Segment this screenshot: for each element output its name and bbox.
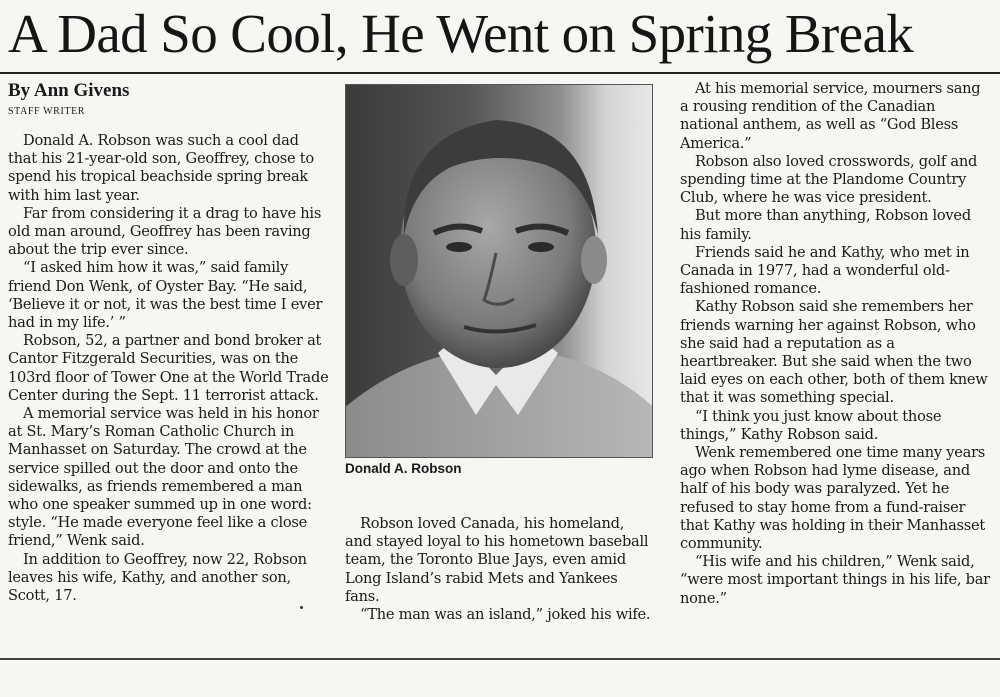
paragraph: Robson also loved crosswords, golf and spending time at the Plandome Country Club, where he was vice president. xyxy=(680,152,978,207)
paragraph: A memorial service was held in his honor at St. Mary’s Roman Catholic Church in Manhasset on Saturday. The crowd at the service spilled out the door and onto the sidewalks, as friends remembered a man who one speaker summed up in one word: style. “He made everyone feel like a close friend,” Wenk said. xyxy=(8,405,319,550)
paragraph: Far from considering it a drag to have his old man around, Geoffrey has been raving about the trip ever since. xyxy=(8,204,322,259)
article-column-3 xyxy=(680,80,992,608)
article-column-1 xyxy=(8,132,330,605)
paragraph: “I asked him how it was,” said family friend Don Wenk, of Oyster Bay. “He said, ‘Believe it or not, it was the best time I ever had in my life.’ ” xyxy=(8,259,323,332)
portrait-photo xyxy=(345,84,653,458)
bottom-rule xyxy=(0,658,1000,660)
paragraph: Friends said he and Kathy, who met in Canada in 1977, had a wonderful old-fashioned romance. xyxy=(680,243,970,298)
top-rule xyxy=(0,72,1000,74)
headline: A Dad So Cool, He Went on Spring Break xyxy=(8,3,914,64)
paragraph: Robson, 52, a partner and bond broker at Cantor Fitzgerald Securities, was on the 103rd floor of Tower One at the World Trade Center during the Sept. 11 terrorist attack. xyxy=(8,332,329,404)
paragraph: “The man was an island,” joked his wife. xyxy=(360,606,651,624)
paragraph: “I think you just know about those things,” Kathy Robson said. xyxy=(680,407,942,443)
paragraph: “His wife and his children,” Wenk said, “were most important things in his life, bar none.” xyxy=(680,553,990,607)
byline-role: STAFF WRITER xyxy=(8,106,86,117)
print-speck xyxy=(300,606,303,609)
paragraph: Kathy Robson said she remembers her friends warning her against Robson, who she said had a reputation as a heartbreaker. But she said when the two laid eyes on each other, both of them knew that it was something special. xyxy=(680,298,988,407)
article-column-2 xyxy=(345,515,655,624)
paragraph: Robson loved Canada, his homeland, and stayed loyal to his hometown baseball team, the Toronto Blue Jays, even amid Long Island’s rabid Mets and Yankees fans. xyxy=(345,515,649,605)
paragraph: Wenk remembered one time many years ago when Robson had lyme disease, and half of his body was paralyzed. Yet he refused to stay home from a fund-raiser that Kathy was holding in their Manhasset community. xyxy=(680,444,986,553)
byline: By Ann Givens xyxy=(8,80,130,101)
paragraph: At his memorial service, mourners sang a rousing rendition of the Canadian national anthem, as well as “God Bless America.” xyxy=(680,80,981,152)
paragraph: Donald A. Robson was such a cool dad that his 21-year-old son, Geoffrey, chose to spend his tropical beachside spring break with him last year. xyxy=(8,132,314,204)
paragraph: In addition to Geoffrey, now 22, Robson leaves his wife, Kathy, and another son, Scott, 17. xyxy=(8,550,307,605)
paragraph: But more than anything, Robson loved his family. xyxy=(680,207,971,243)
photo-caption: Donald A. Robson xyxy=(345,461,462,476)
